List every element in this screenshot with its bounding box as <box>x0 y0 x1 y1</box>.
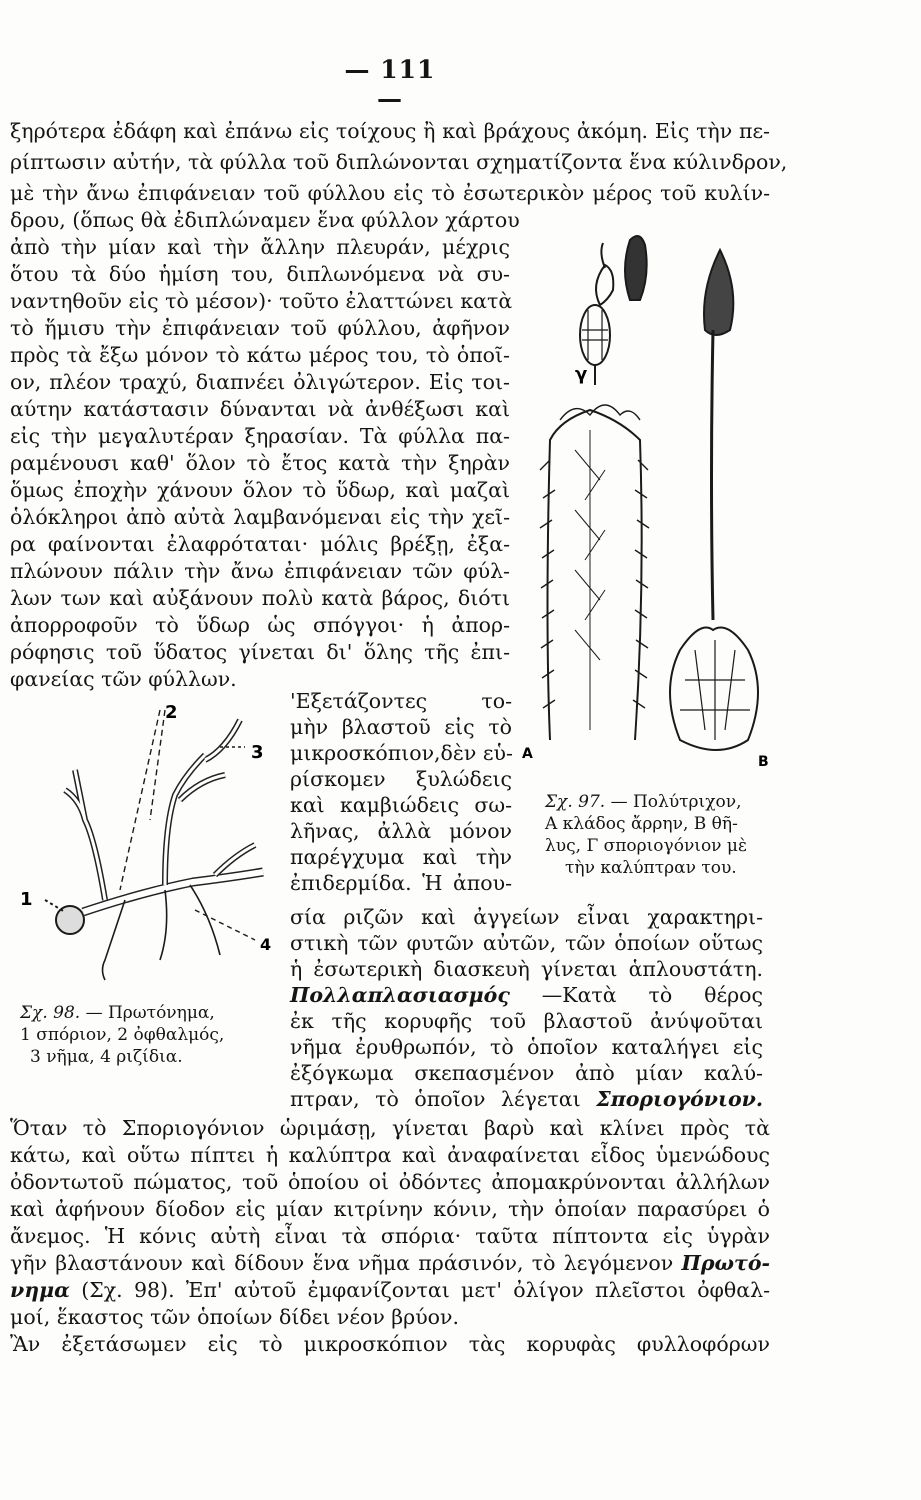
capsule-shape <box>580 305 610 365</box>
text-line: καὶ ἀφήνουν δίοδον εἰς μίαν κιτρίνην κόνιν, τὴν ὁποίαν παρασύρει ὁ <box>10 1197 770 1221</box>
text-line: ον, πλέον τραχύ, διαπνέει ὀλιγώτερον. Εἰς τοι- <box>10 370 510 394</box>
text-line: ρόφησις τοῦ ὕδατος γίνεται δι' ὅλης τῆς ἐπι- <box>10 640 510 664</box>
text-line: μὴν βλαστοῦ εἰς τὸ <box>290 715 512 739</box>
text-line: μικροσκόπιον,δὲν εὑ- <box>290 741 513 765</box>
fig98-caption-line: 1 σπόριον, 2 ὀφθαλμός, <box>20 1025 225 1045</box>
text-line <box>290 1086 763 1112</box>
fig97-marker-b: B <box>758 754 769 770</box>
text-line: ἄνεμος. Ἡ κόνις αὐτὴ εἶναι τὰ σπόρια· ταῦτα πίπτοντα εἰς ὑγρὰν <box>10 1224 770 1248</box>
text-span: πτραν, τὸ ὁποῖον λέγεται <box>290 1087 597 1111</box>
text-line: ρίσκομεν ξυλώδεις <box>290 767 512 791</box>
male-branch-shape <box>548 410 642 740</box>
fig98-label: Σχ. 98. <box>20 1003 81 1023</box>
fig97-caption-line: A κλάδος ἄρρην, B θῆ- <box>545 814 738 834</box>
fig98-marker-4: 4 <box>260 935 272 954</box>
fig98-caption-line: 3 νῆμα, 4 ριζίδια. <box>30 1047 183 1067</box>
text-span: γῆν βλαστάνουν καὶ δίδουν ἕνα νῆμα πράσινόν, τὸ λεγόμενον <box>10 1251 682 1275</box>
text-line: καὶ καμβιώδεις σω- <box>290 793 512 817</box>
fig98-marker-3: 3 <box>251 742 264 763</box>
text-line: δρου, (ὅπως θὰ ἐδιπλώναμεν ἕνα φύλλον χάρτου <box>10 208 520 232</box>
text-line: στικὴ τῶν φυτῶν αὐτῶν, τῶν ὁποίων οὕτως <box>290 931 763 955</box>
fig97-caption-text: — Πολύτριχον, <box>605 792 742 812</box>
text-line: φανείας τῶν φύλλων. <box>10 667 237 691</box>
text-line <box>10 1250 770 1276</box>
heading-term: Πολλαπλασιασμός <box>290 983 510 1007</box>
fig98-caption-text: — Πρωτόνημα, <box>80 1003 215 1023</box>
text-line: ἀπὸ τὴν μίαν καὶ τὴν ἄλλην πλευράν, μέχρις <box>10 235 510 259</box>
text-line: ἐπιδερμίδα. Ἡ ἀπου- <box>290 871 512 895</box>
text-line: τὸ ἥμισυ τὴν ἐπιφάνειαν τοῦ φύλλου, ἀφῆνον <box>10 316 510 340</box>
text-line: πλώνουν πάλιν τὴν ἄνω ἐπιφάνειαν τῶν φύλ- <box>10 559 510 583</box>
text-line: κάτω, καὶ οὕτω πίπτει ἡ καλύπτρα καὶ ἀναφαίνεται εἶδος ὑμενώδους <box>10 1143 770 1167</box>
text-line: εἰς τὴν μεγαλυτέραν ξηρασίαν. Τὰ φύλλα πα- <box>10 424 510 448</box>
heading-line <box>290 982 763 1008</box>
text-line: ὁλόκληροι ἀπὸ αὐτὰ λαμβανόμεναι εἰς τὴν χεῖ- <box>10 505 510 529</box>
text-line: ναντηθοῦν εἰς τὸ μέσον)· τοῦτο ἐλαττώνει κατὰ <box>10 289 513 313</box>
term-sporogonion: Σποριογόνιον. <box>596 1087 763 1111</box>
calyptra-fill <box>625 236 647 300</box>
text-line: ρίπτωσιν αὐτήν, τὰ φύλλα τοῦ διπλώνονται σχηματίζοντα ἕνα κύλινδρον, <box>10 150 788 174</box>
text-line: Ὅταν τὸ Σποριογόνιον ὡριμάσῃ, γίνεται βαρὺ καὶ κλίνει πρὸς τὰ <box>10 1116 770 1140</box>
figure-97-moss-illustration <box>520 220 780 780</box>
text-line: μὲ τὴν ἄνω ἐπιφάνειαν τοῦ φύλλου εἰς τὸ ἐσωτερικὸν μέρος τοῦ κυλίν- <box>10 181 770 205</box>
fig97-label: Σχ. 97. <box>545 792 606 812</box>
text-line: ὅμως ἐποχὴν χάνουν ὅλον τὸ ὕδωρ, καὶ μαζαὶ <box>10 478 510 502</box>
text-line: σία ριζῶν καὶ ἀγγείων εἶναι χαρακτηρι- <box>290 905 763 929</box>
text-line: ἐκ τῆς κορυφῆς τοῦ βλαστοῦ ἀνύψοῦται <box>290 1009 763 1033</box>
text-line: ραμένουσι καθ' ὅλον τὸ ἔτος κατὰ τὴν ξηρὰν <box>10 451 510 475</box>
fig97-caption-line: τὴν καλύπτραν του. <box>565 858 737 878</box>
page-number: — 111 — <box>344 55 436 113</box>
text-line <box>10 1277 770 1303</box>
text-line: παρέγχυμα καὶ τὴν <box>290 845 512 869</box>
text-line: ρα φαίνονται ἐλαφρόταται· μόλις βρέξῃ, ἐξα- <box>10 532 510 556</box>
term-protonima-end: νημα <box>10 1278 70 1302</box>
fig98-marker-2: 2 <box>165 702 178 723</box>
text-line: ἀπορροφοῦν τὸ ὕδωρ ὡς σπόγγοι· ἡ ἀπορ- <box>10 613 510 637</box>
calyptra-shape <box>596 265 613 305</box>
text-line: ξηρότερα ἐδάφη καὶ ἐπάνω εἰς τοίχους ἢ καὶ βράχους ἀκόμη. Εἰς τὴν πε- <box>10 119 770 143</box>
fig98-caption-line <box>20 1003 215 1024</box>
fig97-caption-line: λυς, Γ σποριογόνιον μὲ <box>545 836 748 856</box>
text-line: λῆνας, ἀλλὰ μόνον <box>290 819 512 843</box>
fig97-marker-a: A <box>522 746 533 762</box>
heading-rest: —Κατὰ τὸ θέρος <box>509 983 763 1007</box>
fig97-caption-line <box>545 792 742 813</box>
text-line: 'Εξετάζοντες το- <box>290 689 512 713</box>
text-line: πρὸς τὰ ἔξω μόνον τὸ κάτω μέρος του, τὸ ὁποῖ- <box>10 343 510 367</box>
text-line: νῆμα ἐρυθρωπόν, τὸ ὁποῖον καταλήγει εἰς <box>290 1035 763 1059</box>
figure-98-protonema-illustration <box>15 700 285 990</box>
fig98-marker-1: 1 <box>20 889 33 910</box>
female-rosette <box>670 628 758 751</box>
text-line: μοί, ἕκαστος τῶν ὁποίων δίδει νέον βρύον. <box>10 1305 459 1329</box>
text-span: (Σχ. 98). Ἐπ' αὐτοῦ ἐμφανίζονται μετ' ὀλίγον πλεῖστοι ὀφθαλ- <box>69 1278 770 1302</box>
term-protonima: Πρωτό- <box>681 1251 770 1275</box>
fig97-marker-g: γ <box>575 364 588 385</box>
text-line: ἡ ἐσωτερικὴ διασκευὴ γίνεται ἁπλουστάτη. <box>290 957 763 981</box>
text-line: ὅτου τὰ δύο ἡμίση του, διπλωνόμενα νὰ συ- <box>10 262 510 286</box>
text-line: ὀδοντωτοῦ πώματος, τοῦ ὁποίου οἱ ὀδόντες ἀπομακρύνονται ἀλλήλων <box>10 1170 770 1194</box>
text-line: Ἂν ἐξετάσωμεν εἰς τὸ μικροσκόπιον τὰς κορυφὰς φυλλοφόρων <box>10 1332 770 1356</box>
female-calyptra <box>704 250 733 335</box>
text-line: αύτην κατάστασιν δύνανται νὰ ἀνθέξωσι καὶ <box>10 397 510 421</box>
text-line: λων των καὶ αὐξάνουν πολὺ κατὰ βάρος, διότι <box>10 586 510 610</box>
text-line: ἐξόγκωμα σκεπασμένον ἀπὸ μίαν καλύ- <box>290 1061 763 1085</box>
